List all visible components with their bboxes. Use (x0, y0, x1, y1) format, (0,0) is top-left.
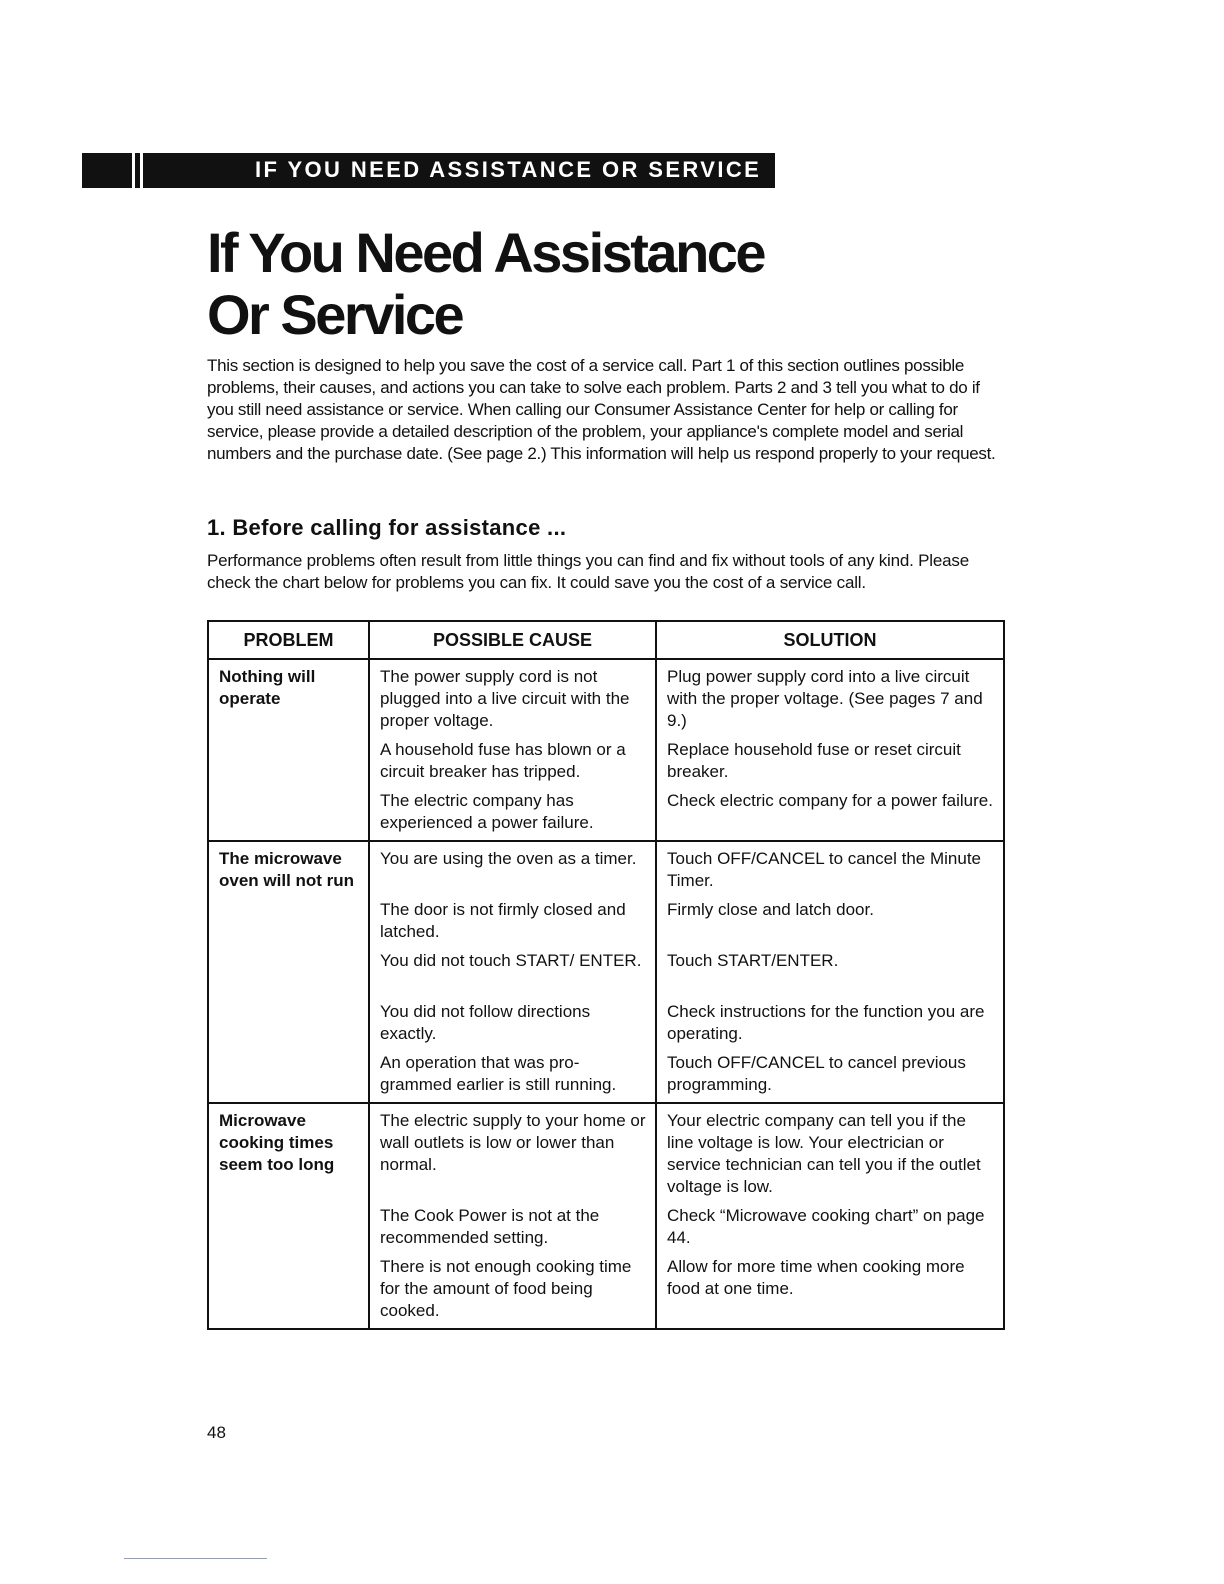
solution-text: Touch START/ENTER. (667, 951, 839, 970)
solution-text: Your electric company can tell you if the line voltage is low. Your electrician or service technician can tell you if the outlet voltage is low. (667, 1111, 981, 1196)
solution-text: Check instructions for the function you are operating. (667, 1002, 985, 1043)
cause-text: The electric supply to your home or wall outlets is low or lower than normal. (380, 1111, 646, 1174)
problem-cell (208, 1103, 369, 1329)
solution-text: Touch OFF/CANCEL to cancel the Minute Timer. (667, 849, 982, 890)
cause-cell (369, 841, 656, 1103)
page-number: 48 (207, 1423, 226, 1442)
cause-text: The Cook Power is not at the recommended setting. (380, 1206, 600, 1247)
cause-text: There is not enough cooking time for the amount of food being cooked. (380, 1257, 632, 1320)
solution-cell (656, 659, 1004, 841)
cause-text: An operation that was pro- grammed earlier is still running. (380, 1053, 617, 1094)
cause-text: You did not follow directions exactly. (380, 1002, 591, 1043)
intro-paragraph: This section is designed to help you save the cost of a service call. Part 1 of this section outlines possible problems, their causes, and actions you can take to solve each problem. Parts 2 and 3 tell you what to do if you still need assistance or service. When calling our Consumer Assistance Center for help or calling for service, please provide a detailed description of the problem, your appliance's complete model and serial numbers and the purchase date. (See page 2.) This information will help us respond properly to your request. (207, 356, 996, 463)
header-solution: SOLUTION (656, 621, 1004, 659)
cause-text: The door is not firmly closed and latched. (380, 900, 626, 941)
solution-cell (656, 841, 1004, 1103)
solution-text: Touch OFF/CANCEL to cancel previous programming. (667, 1053, 966, 1094)
cause-text: You did not touch START/ ENTER. (380, 951, 642, 970)
banner-divider (132, 153, 135, 188)
cause-text: The power supply cord is not plugged into a live circuit with the proper voltage. (380, 667, 630, 730)
page-title-line-2: Or Service (207, 283, 463, 346)
cause-cell (369, 659, 656, 841)
banner-text: IF YOU NEED ASSISTANCE OR SERVICE (255, 157, 762, 182)
header-possible-cause: POSSIBLE CAUSE (369, 621, 656, 659)
problem-text: Microwave cooking times seem too long (219, 1111, 335, 1174)
problem-text: Nothing will operate (219, 667, 316, 708)
solution-text: Firmly close and latch door. (667, 900, 874, 919)
section-banner (82, 153, 775, 188)
banner-divider (140, 153, 143, 188)
section-heading: 1. Before calling for assistance ... (207, 515, 567, 540)
solution-text: Plug power supply cord into a live circuit with the proper voltage. (See pages 7 and 9.) (667, 667, 983, 730)
cause-text: You are using the oven as a timer. (380, 849, 637, 868)
problem-cell (208, 841, 369, 1103)
cause-text: The electric company has experienced a power failure. (380, 791, 594, 832)
solution-text: Check electric company for a power failure. (667, 791, 993, 810)
solution-text: Check “Microwave cooking chart” on page 44. (667, 1206, 985, 1247)
solution-text: Replace household fuse or reset circuit breaker. (667, 740, 961, 781)
problem-cell (208, 659, 369, 841)
problem-text: The microwave oven will not run (219, 849, 355, 890)
footnote-rule (124, 1558, 267, 1559)
cause-cell (369, 1103, 656, 1329)
table-row (208, 841, 1004, 1103)
table-header-row (208, 621, 1004, 659)
solution-text: Allow for more time when cooking more food at one time. (667, 1257, 965, 1298)
cause-text: A household fuse has blown or a circuit breaker has tripped. (380, 740, 626, 781)
page-title-line-1: If You Need Assistance (207, 221, 765, 284)
section-intro: Performance problems often result from little things you can find and fix without tools of any kind. Please check the chart below for problems you can fix. It could save you the cost of a service call. (207, 551, 969, 592)
troubleshooting-table (207, 620, 1005, 1330)
header-problem: PROBLEM (208, 621, 369, 659)
table-row (208, 1103, 1004, 1329)
solution-cell (656, 1103, 1004, 1329)
table-row (208, 659, 1004, 841)
page-title (207, 222, 764, 346)
